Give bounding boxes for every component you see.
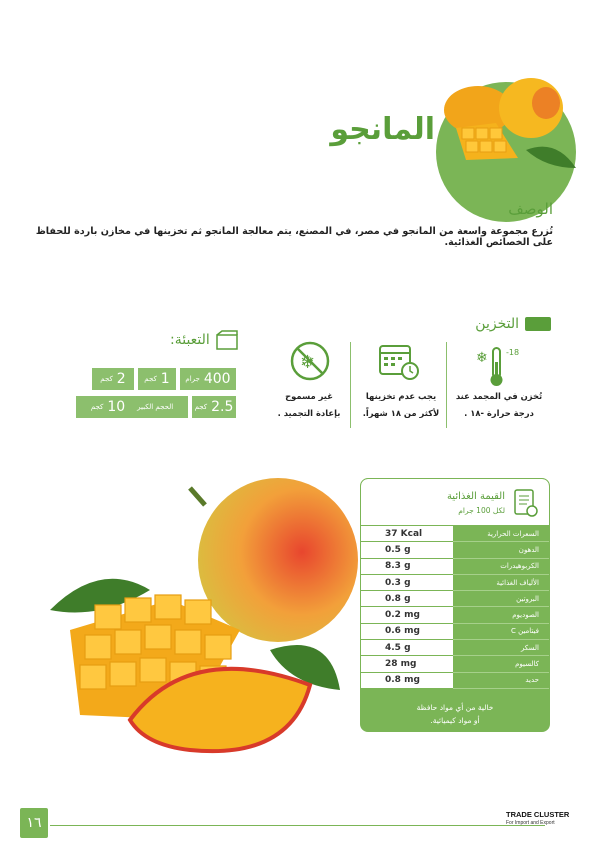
- nutrition-row: [361, 526, 549, 542]
- nutrition-row: [361, 656, 549, 672]
- storage-item-refreeze: غير مسموح بإعادة التجميد .: [277, 391, 341, 418]
- nutrition-value: 0.5 g: [361, 542, 453, 558]
- nutrition-value: 0.8 g: [361, 591, 453, 607]
- mango-header-image: [436, 68, 586, 178]
- nutrition-row: [361, 542, 549, 558]
- footer-line: [50, 825, 545, 826]
- nutrition-value: 8.3 g: [361, 559, 453, 575]
- nutrition-label: كالسيوم: [453, 656, 549, 672]
- package-1kg: كجم 1: [138, 368, 176, 390]
- nutrition-table: [361, 526, 549, 689]
- nutrition-row: [361, 607, 549, 623]
- description-heading: الوصف: [508, 200, 553, 218]
- nutrition-value: 0.3 g: [361, 575, 453, 591]
- package-10kg-large: كجم 10 الحجم الكبير: [76, 396, 188, 418]
- nutrition-label: الألياف الغذائية: [453, 575, 549, 591]
- nutrition-row: [361, 640, 549, 656]
- nutrition-row: [361, 624, 549, 640]
- nutrition-row: [361, 575, 549, 591]
- storage-item-duration: يجب عدم تخزينها لأكثر من ١٨ شهراً.: [362, 391, 440, 418]
- footer-brand-sub: For Import and Export: [506, 820, 555, 826]
- nutrition-value: 0.6 mg: [361, 624, 453, 640]
- svg-text:❄: ❄: [300, 352, 316, 373]
- nutrition-label: حديد: [453, 673, 549, 689]
- package-2kg: كجم 2: [92, 368, 134, 390]
- nutrition-heading: القيمة الغذائية: [446, 491, 505, 502]
- nutrition-value: 4.5 g: [361, 640, 453, 656]
- nutrition-label: الكربوهيدرات: [453, 559, 549, 575]
- nutrition-subheading: لكل 100 جرام: [458, 506, 505, 515]
- storage-heading: [475, 316, 551, 332]
- storage-item-temperature: تُخزن في المجمد عند درجة حرارة -١٨ .: [455, 391, 543, 418]
- storage-tag-icon: [525, 317, 551, 331]
- mango-main-image: [40, 470, 360, 770]
- nutrition-value: 0.2 mg: [361, 607, 453, 623]
- nutrition-row: [361, 591, 549, 607]
- package-2-5kg: كجم 2.5: [192, 396, 236, 418]
- footer-brand: TRADE CLUSTER: [506, 810, 570, 819]
- nutrition-row: [361, 673, 549, 689]
- packaging-heading: [170, 330, 238, 350]
- temp-label: -18: [506, 348, 520, 357]
- packaging-heading-text: التعبئة:: [170, 332, 210, 348]
- nutrition-label: فيتامين C: [453, 624, 549, 640]
- page-number: ١٦: [20, 808, 48, 838]
- no-refreeze-icon: [289, 340, 331, 382]
- package-400g: جرام 400: [180, 368, 236, 390]
- nutrition-list-icon: [513, 488, 539, 518]
- storage-heading-text: التخزين: [475, 316, 519, 332]
- svg-text:❄: ❄: [476, 350, 488, 366]
- nutrition-label: الدهون: [453, 542, 549, 558]
- nutrition-note: خالية من أي مواد حافظة أو مواد كيميائية.: [416, 702, 494, 725]
- nutrition-label: الصوديوم: [453, 607, 549, 623]
- page-title: المانجو: [330, 112, 435, 147]
- nutrition-row: [361, 559, 549, 575]
- nutrition-label: السكر: [453, 640, 549, 656]
- nutrition-value: 37 Kcal: [361, 526, 453, 542]
- nutrition-value: 0.8 mg: [361, 673, 453, 689]
- nutrition-label: السعرات الحرارية: [453, 526, 549, 542]
- nutrition-panel: [360, 478, 550, 732]
- storage-divider: [446, 342, 447, 428]
- description-text: تُزرع مجموعة واسعة من المانجو في مصر، في المصنع، يتم معالجة المانجو ثم تخزينها في مخازن باردة للحفاظ على الخصائص الغذائية.: [35, 226, 553, 248]
- nutrition-value: 28 mg: [361, 656, 453, 672]
- nutrition-header: [361, 479, 549, 526]
- box-icon: [216, 330, 238, 350]
- calendar-clock-icon: [378, 340, 422, 382]
- nutrition-label: البروتين: [453, 591, 549, 607]
